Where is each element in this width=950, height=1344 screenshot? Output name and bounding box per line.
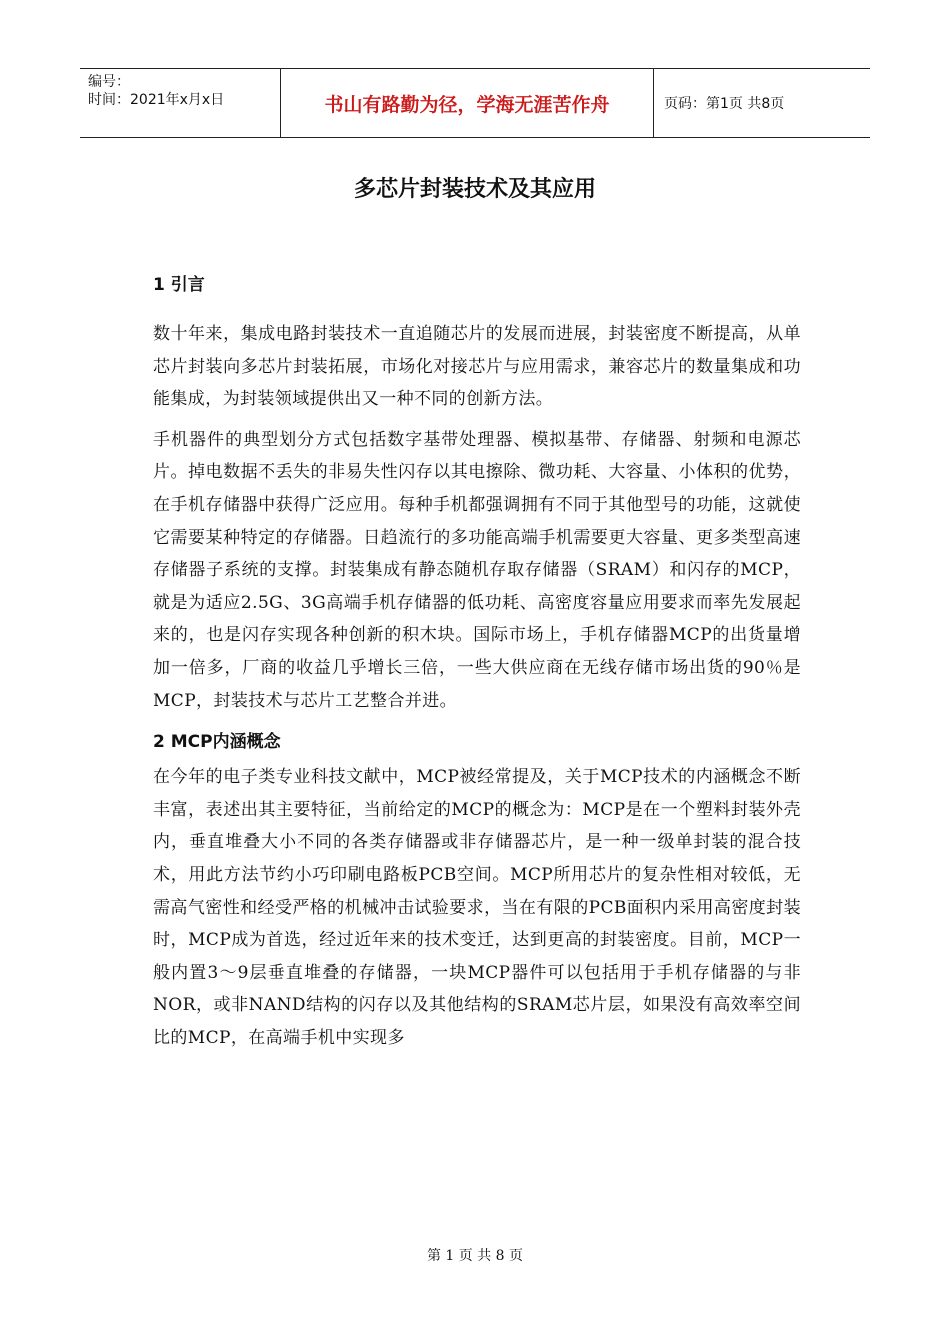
- document-body: [153, 268, 801, 1062]
- document-header: [80, 68, 870, 138]
- body-paragraph: 手机器件的典型划分方式包括数字基带处理器、模拟基带、存储器、射频和电源芯片。掉电数据不丢失的非易失性闪存以其电擦除、微功耗、大容量、小体积的优势，在手机存储器中获得广泛应用。每种手机都强调拥有不同于其他型号的功能，这就使它需要某种特定的存储器。日趋流行的多功能高端手机需要更大容量、更多类型高速存储器子系统的支撑。封装集成有静态随机存取存储器（SRAM）和闪存的MCP，就是为适应2.5G、3G高端手机存储器的低功耗、高密度容量应用要求而率先发展起来的，也是闪存实现各种创新的积木块。国际市场上，手机存储器MCP的出货量增加一倍多，厂商的收益几乎增长三倍，一些大供应商在无线存储市场出货的90％是MCP，封装技术与芯片工艺整合并进。: [153, 429, 801, 711]
- number-label: 编号：: [88, 74, 130, 90]
- body-paragraph: 在今年的电子类专业科技文献中，MCP被经常提及，关于MCP技术的内涵概念不断丰富，表述出其主要特征，当前给定的MCP的概念为：MCP是在一个塑料封装外壳内，垂直堆叠大小不同的各类存储器或非存储器芯片，是一种一级单封装的混合技术，用此方法节约小巧印刷电路板PCB空间。MCP所用芯片的复杂性相对较低，无需高气密性和经受严格的机械冲击试验要求，当在有限的PCB面积内采用高密度封装时，MCP成为首选，经过近年来的技术变迁，达到更高的封装密度。目前，MCP一般内置3～9层垂直堆叠的存储器，一块MCP器件可以包括用于手机存储器的与非NOR，或非NAND结构的闪存以及其他结构的SRAM芯片层，如果没有高效率空间比的MCP，在高端手机中实现多: [153, 767, 801, 1048]
- time-label: 时间：2021年x月x日: [88, 92, 225, 108]
- header-meta: [80, 69, 281, 137]
- page-footer: 第 1 页 共 8 页: [426, 1248, 524, 1264]
- document-title: 多芯片封装技术及其应用: [353, 177, 596, 202]
- body-paragraph: 数十年来，集成电路封装技术一直追随芯片的发展而进展，封装密度不断提高，从单芯片封装向多芯片封装拓展，市场化对接芯片与应用需求，兼容芯片的数量集成和功能集成，为封装领域提供出又一种不同的创新方法。: [153, 324, 801, 410]
- header-page-info: 页码：第1页 共8页: [664, 96, 785, 112]
- section-heading-introduction: 1 引言: [153, 275, 205, 295]
- header-motto: 书山有路勤为径，学海无涯苦作舟: [281, 69, 654, 137]
- section-heading-mcp-concept: 2 MCP内涵概念: [153, 732, 281, 753]
